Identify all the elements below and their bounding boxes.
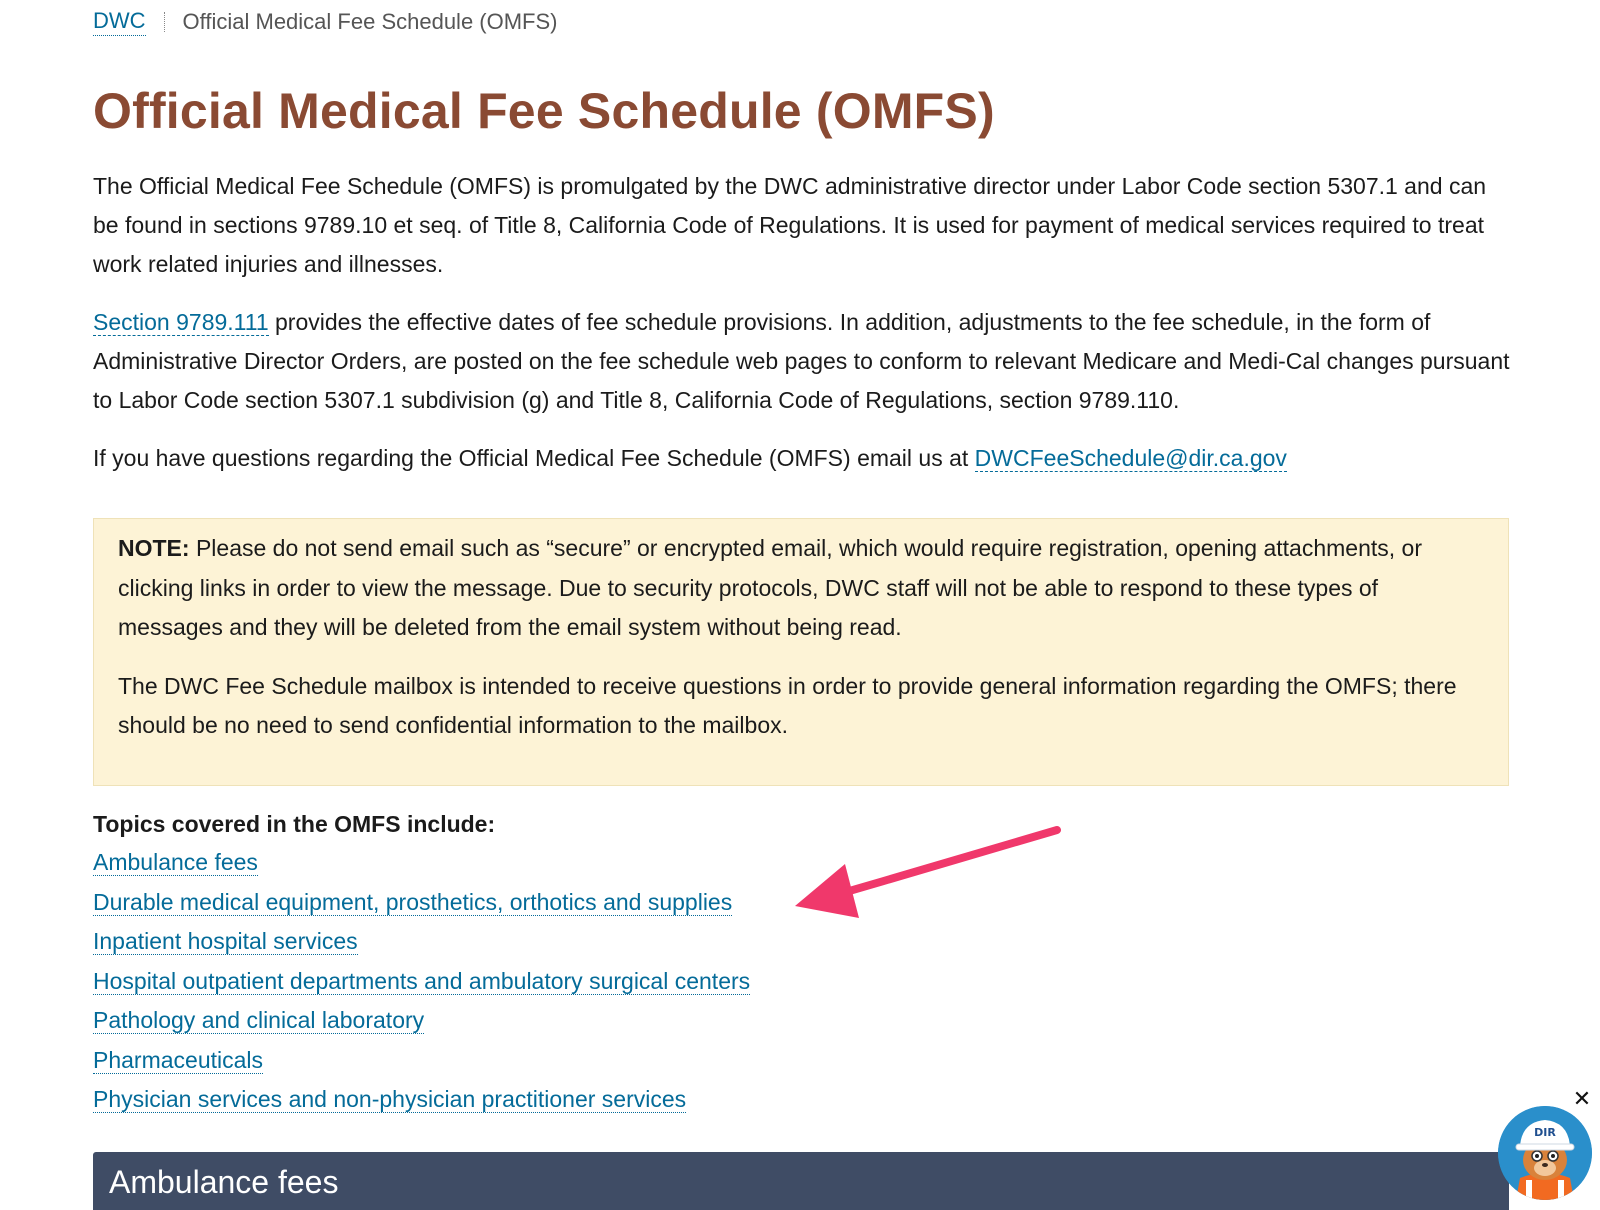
topic-item bbox=[93, 846, 750, 886]
topic-item bbox=[93, 886, 750, 926]
note-paragraph-2: The DWC Fee Schedule mailbox is intended to receive questions in order to provide general information regarding the OMFS; there should be no need to send confidential information to the mailbox. bbox=[118, 672, 1457, 738]
intro-paragraph-2 bbox=[93, 303, 1511, 420]
topics-list bbox=[93, 846, 750, 1123]
breadcrumb-separator bbox=[164, 12, 165, 32]
note-box bbox=[93, 518, 1509, 786]
topic-link-ambulance-fees[interactable]: Ambulance fees bbox=[93, 849, 258, 875]
page-title: Official Medical Fee Schedule (OMFS) bbox=[93, 83, 995, 139]
chat-widget-badge-text: DIR bbox=[1534, 1126, 1556, 1139]
topic-item bbox=[93, 1004, 750, 1044]
topic-link-durable-medical-equipment[interactable]: Durable medical equipment, prosthetics, orthotics and supplies bbox=[93, 888, 733, 915]
topic-link-hospital-outpatient[interactable]: Hospital outpatient departments and ambulatory surgical centers bbox=[93, 967, 751, 994]
intro-paragraph-1: The Official Medical Fee Schedule (OMFS) is promulgated by the DWC administrative director under Labor Code section 5307.1 and can be found in sections 9789.10 et seq. of Title 8, California Code of Regulations. It is used for payment of medical services required to treat work related injuries and illnesses. bbox=[93, 173, 1487, 277]
topic-link-pathology[interactable]: Pathology and clinical laboratory bbox=[93, 1007, 425, 1033]
intro-paragraph-3 bbox=[93, 439, 1511, 478]
topics-heading: Topics covered in the OMFS include: bbox=[93, 811, 496, 837]
topic-item bbox=[93, 965, 750, 1005]
breadcrumb-current: Official Medical Fee Schedule (OMFS) bbox=[182, 9, 558, 34]
intro-paragraph-2-text: provides the effective dates of fee schedule provisions. In addition, adjustments to the fee schedule, in the form of Administrative Director Orders, are posted on the fee schedule web pages to conform to relevant Medicare and Medi-Cal changes pursuant to Labor Code section 5307.1 subdivision (g) and Title 8, California Code of Regulations, section 9789.110. bbox=[93, 309, 1510, 413]
intro-paragraph-3-text: If you have questions regarding the Official Medical Fee Schedule (OMFS) email us at bbox=[93, 445, 975, 471]
chat-assistant-icon bbox=[1498, 1106, 1592, 1200]
note-paragraph-1 bbox=[118, 529, 1486, 648]
section-header-ambulance-fees bbox=[93, 1152, 1509, 1210]
breadcrumb-home-link[interactable]: DWC bbox=[93, 8, 146, 36]
note-text-1: Please do not send email such as “secure” or encrypted email, which would require registration, opening attachments, or clicking links in order to view the message. Due to security protocols, DWC staff will not be able to respond to these types of messages and they will be deleted from the email system without being read. bbox=[118, 535, 1422, 640]
close-icon[interactable]: ✕ bbox=[1572, 1086, 1592, 1111]
section-9789-111-link[interactable]: Section 9789.111 bbox=[93, 309, 269, 335]
topic-item bbox=[93, 925, 750, 965]
email-link[interactable]: DWCFeeSchedule@dir.ca.gov bbox=[974, 445, 1287, 471]
chat-assistant-button[interactable] bbox=[1498, 1106, 1592, 1200]
topic-link-pharmaceuticals[interactable]: Pharmaceuticals bbox=[93, 1046, 264, 1073]
annotation-arrow-icon bbox=[795, 820, 1065, 920]
section-header-title: Ambulance fees bbox=[109, 1164, 339, 1200]
topic-item bbox=[93, 1083, 750, 1123]
topic-link-inpatient-hospital[interactable]: Inpatient hospital services bbox=[93, 928, 358, 954]
note-label: NOTE: bbox=[118, 535, 190, 561]
breadcrumb bbox=[93, 8, 558, 36]
topic-item bbox=[93, 1044, 750, 1084]
topic-link-physician-services[interactable]: Physician services and non-physician practitioner services bbox=[93, 1086, 687, 1112]
